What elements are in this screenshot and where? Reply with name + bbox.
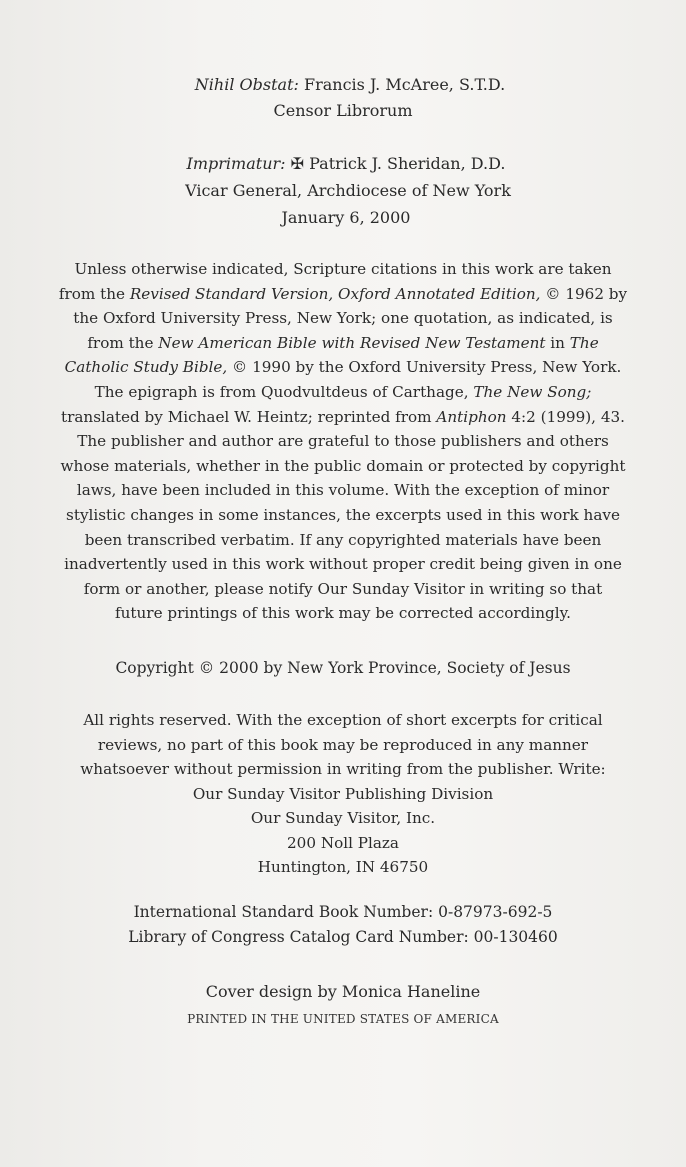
citation-text: translated by Michael W. Heintz; reprinted from: [61, 407, 437, 426]
citation-line: [0, 331, 686, 356]
rights-line: whatsoever without permission in writing from the publisher. Write:: [80, 760, 606, 778]
citation-line: stylistic changes in some instances, the excerpts used in this work have: [66, 505, 620, 524]
isbn-line: International Standard Book Number: 0-87973-692-5: [133, 903, 553, 921]
citation-line: the Oxford University Press, New York; one quotation, as indicated, is: [73, 309, 613, 328]
lccn-line: Library of Congress Catalog Card Number: 00-130460: [128, 928, 558, 946]
citation-line: [0, 380, 686, 405]
citation-text: from the: [58, 284, 130, 303]
rights-paragraph: [0, 708, 686, 880]
rsv-title: Revised Standard Version, Oxford Annotated Edition,: [129, 284, 541, 303]
imprimatur-name: Patrick J. Sheridan, D.D.: [309, 154, 506, 173]
citation-line: Unless otherwise indicated, Scripture citations in this work are taken: [74, 260, 612, 278]
citation-line: [0, 355, 686, 380]
printed-in-line: PRINTED IN THE UNITED STATES OF AMERICA: [187, 1012, 499, 1026]
nihil-obstat-name: Francis J. McAree, S.T.D.: [304, 75, 506, 94]
nihil-obstat-line: [0, 72, 686, 98]
catalog-numbers: [0, 900, 686, 950]
nab-title: New American Bible with Revised New Testament: [158, 333, 546, 352]
nihil-obstat-block: [0, 72, 686, 124]
citations-paragraph: [0, 257, 686, 626]
imprimatur-title: Vicar General, Archdiocese of New York: [185, 181, 511, 200]
publisher-division: Our Sunday Visitor Publishing Division: [192, 784, 494, 803]
publisher-name: Our Sunday Visitor, Inc.: [250, 809, 436, 827]
citation-line: [0, 282, 686, 307]
nihil-obstat-title: Censor Librorum: [273, 101, 413, 120]
antiphon-title: Antiphon: [436, 407, 507, 426]
imprimatur-block: [0, 150, 686, 231]
copyright-notice: [0, 656, 686, 680]
copyright-line: Copyright © 2000 by New York Province, Society of Jesus: [115, 659, 571, 677]
printed-in-notice: [0, 1007, 686, 1031]
new-song-title: The New Song;: [473, 382, 592, 401]
citation-text: The epigraph is from Quodvultdeus of Carthage,: [94, 382, 474, 401]
citation-text: 4:2 (1999), 43.: [506, 407, 625, 426]
citation-text: © 1990 by the Oxford University Press, New York.: [227, 358, 622, 377]
rights-line: All rights reserved. With the exception of short excerpts for critical: [83, 711, 603, 729]
citation-line: been transcribed verbatim. If any copyrighted materials have been: [84, 530, 602, 549]
citation-text: from the: [87, 333, 159, 352]
imprimatur-label: Imprimatur:: [186, 154, 286, 173]
citation-line: future printings of this work may be corrected accordingly.: [115, 604, 571, 623]
citation-line: whose materials, whether in the public domain or protected by copyright: [60, 456, 626, 475]
citation-text: © 1962 by: [540, 284, 628, 303]
citation-line: inadvertently used in this work without proper credit being given in one: [64, 555, 622, 574]
citation-line: The publisher and author are grateful to those publishers and others: [77, 432, 609, 451]
citation-line: [0, 405, 686, 430]
citation-line: laws, have been included in this volume. With the exception of minor: [76, 481, 610, 500]
rights-line: reviews, no part of this book may be reproduced in any manner: [97, 735, 589, 754]
citation-text: in: [545, 333, 570, 352]
cover-design-line: Cover design by Monica Haneline: [205, 982, 481, 1001]
nihil-obstat-label: Nihil Obstat:: [194, 75, 299, 94]
cross-icon: ✠: [290, 154, 305, 173]
address-street: 200 Noll Plaza: [287, 833, 399, 852]
cover-design-credit: [0, 980, 686, 1004]
address-city: Huntington, IN 46750: [257, 858, 429, 876]
imprimatur-date: January 6, 2000: [281, 208, 411, 227]
imprimatur-line: [0, 150, 686, 177]
study-bible-title-start: The: [569, 333, 599, 352]
study-bible-title-end: Catholic Study Bible,: [64, 358, 228, 377]
citation-line: form or another, please notify Our Sunday Visitor in writing so that: [83, 579, 603, 598]
